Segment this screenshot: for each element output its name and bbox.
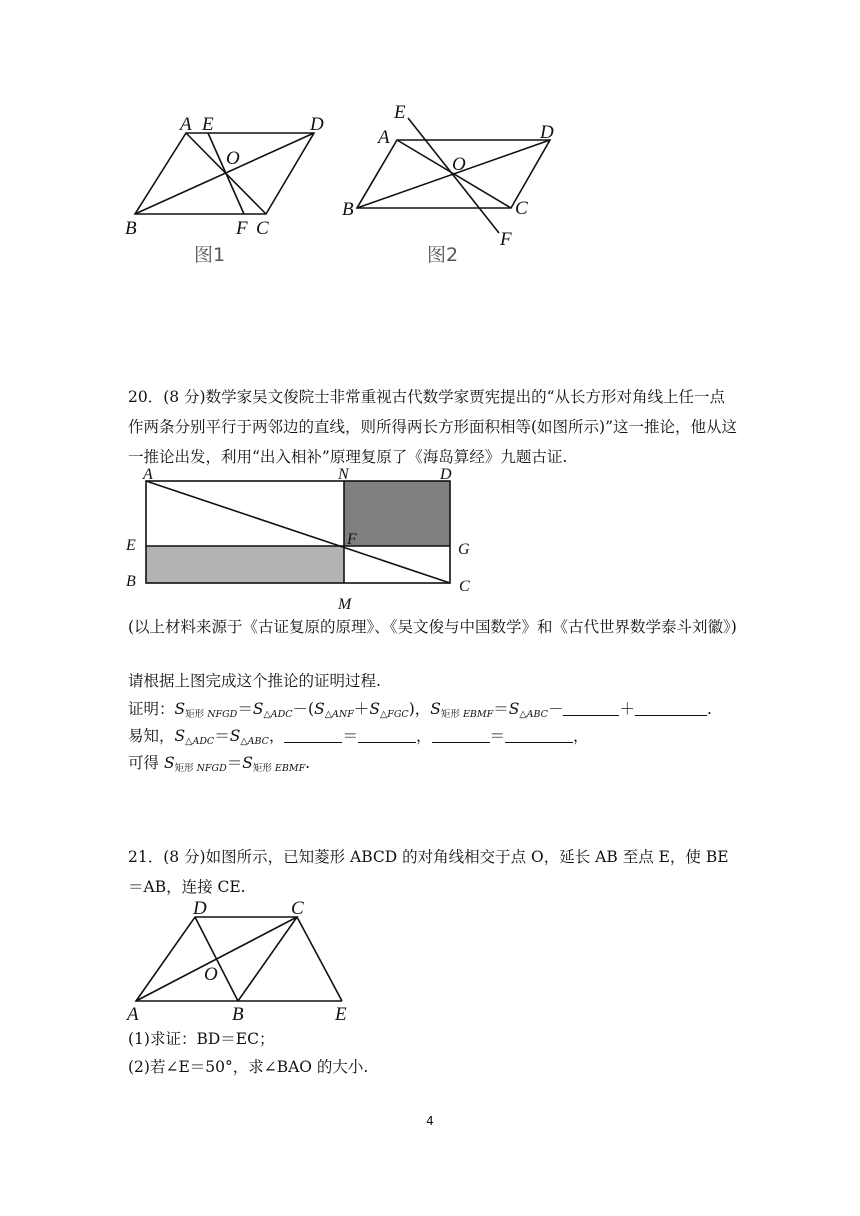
answer-blank-2[interactable]	[635, 701, 707, 716]
label-f-fig1: F	[236, 218, 248, 239]
label-f-q20: F	[347, 531, 357, 548]
q21-part-2: (2)若∠E＝50°，求∠BAO 的大小.	[128, 1058, 369, 1076]
answer-blank-5[interactable]	[432, 728, 490, 743]
label-a-q21: A	[127, 1004, 139, 1025]
label-c-q21: C	[291, 898, 304, 919]
label-o-fig2: O	[452, 154, 466, 175]
label-n-q20: N	[338, 466, 349, 483]
caption-fig1: 图1	[194, 244, 226, 266]
q21-part-1: (1)求证：BD＝EC；	[128, 1030, 275, 1048]
label-o-q21: O	[204, 964, 218, 985]
shaded-rect-ebmf	[146, 546, 344, 583]
answer-blank-3[interactable]	[284, 728, 342, 743]
label-d-q20: D	[440, 466, 452, 483]
label-g-q20: G	[458, 541, 470, 558]
q21-paragraph: 21．(8 分)如图所示，已知菱形 ABCD 的对角线相交于点 O，延长 AB 至点 E，使 BE＝AB，连接 CE.	[128, 848, 729, 896]
shaded-rect-nfgd	[344, 481, 450, 546]
answer-blank-1[interactable]	[563, 701, 619, 716]
q20-paragraph: 20．(8 分)数学家吴文俊院士非常重视古代数学家贾宪提出的“从长方形对角线上任一点作两条分别平行于两邻边的直线，则所得两长方形面积相等(如图所示)”这一推论，他从这一推论出发，利用“出入相补”原理复原了《海岛算经》九题古证.	[128, 388, 738, 466]
label-a-q20: A	[143, 466, 153, 483]
q20-proof-line-2: 易知，$S_{\triangle ADC}=S_{\triangle ABC}$， ＝ ， ＝ ，	[128, 727, 589, 747]
page-number: 4	[426, 1114, 434, 1128]
figure-1	[135, 133, 314, 214]
figures-1-2	[0, 0, 860, 290]
label-e-fig2: E	[394, 102, 406, 123]
label-a-fig1: A	[180, 114, 192, 135]
label-f-fig2: F	[500, 229, 512, 250]
q21-figure	[0, 890, 860, 1030]
label-d-q21: D	[193, 898, 207, 919]
segment-ce	[297, 917, 342, 1001]
q20-proof-line-3: 可得 $S_{矩形 NFGD}=S_{矩形 EBMF}$.	[128, 754, 311, 774]
label-c-fig1: C	[256, 218, 269, 239]
caption-fig2: 图2	[427, 244, 459, 266]
label-c-q20: C	[459, 578, 470, 595]
label-e-q21: E	[335, 1004, 347, 1025]
label-b-q21: B	[232, 1004, 244, 1025]
q20-source-note: (以上材料来源于《古证复原的原理》、《吴文俊与中国数学》和《古代世界数学泰斗刘徽》)	[128, 618, 737, 636]
label-a-fig2: A	[378, 127, 390, 148]
label-b-q20: B	[126, 573, 136, 590]
q20-figure	[0, 460, 860, 620]
label-b-fig1: B	[125, 218, 137, 239]
answer-blank-4[interactable]	[358, 728, 416, 743]
q20-instruction: 请根据上图完成这个推论的证明过程.	[128, 672, 381, 690]
label-b-fig2: B	[342, 199, 354, 220]
answer-blank-6[interactable]	[505, 728, 573, 743]
diagonal-bd-fig1	[135, 133, 314, 214]
label-e-q20: E	[126, 537, 136, 554]
label-m-q20: M	[338, 596, 352, 613]
label-o-fig1: O	[226, 148, 240, 169]
label-d-fig2: D	[540, 122, 554, 143]
segment-ef-fig1	[208, 133, 244, 214]
diagonal-bd-q21	[195, 917, 238, 1001]
label-e-fig1: E	[202, 114, 214, 135]
segment-ef-fig2	[408, 118, 499, 233]
label-d-fig1: D	[310, 114, 324, 135]
label-c-fig2: C	[515, 198, 528, 219]
q20-proof-line-1: 证明：$S_{矩形 NFGD}=S_{\triangle ADC}-(S_{\triangle ANF}+S_{\triangle FGC})$，$S_{矩形 EBMF}=S_{\triangle ABC}-$ ＋ .	[128, 700, 712, 720]
